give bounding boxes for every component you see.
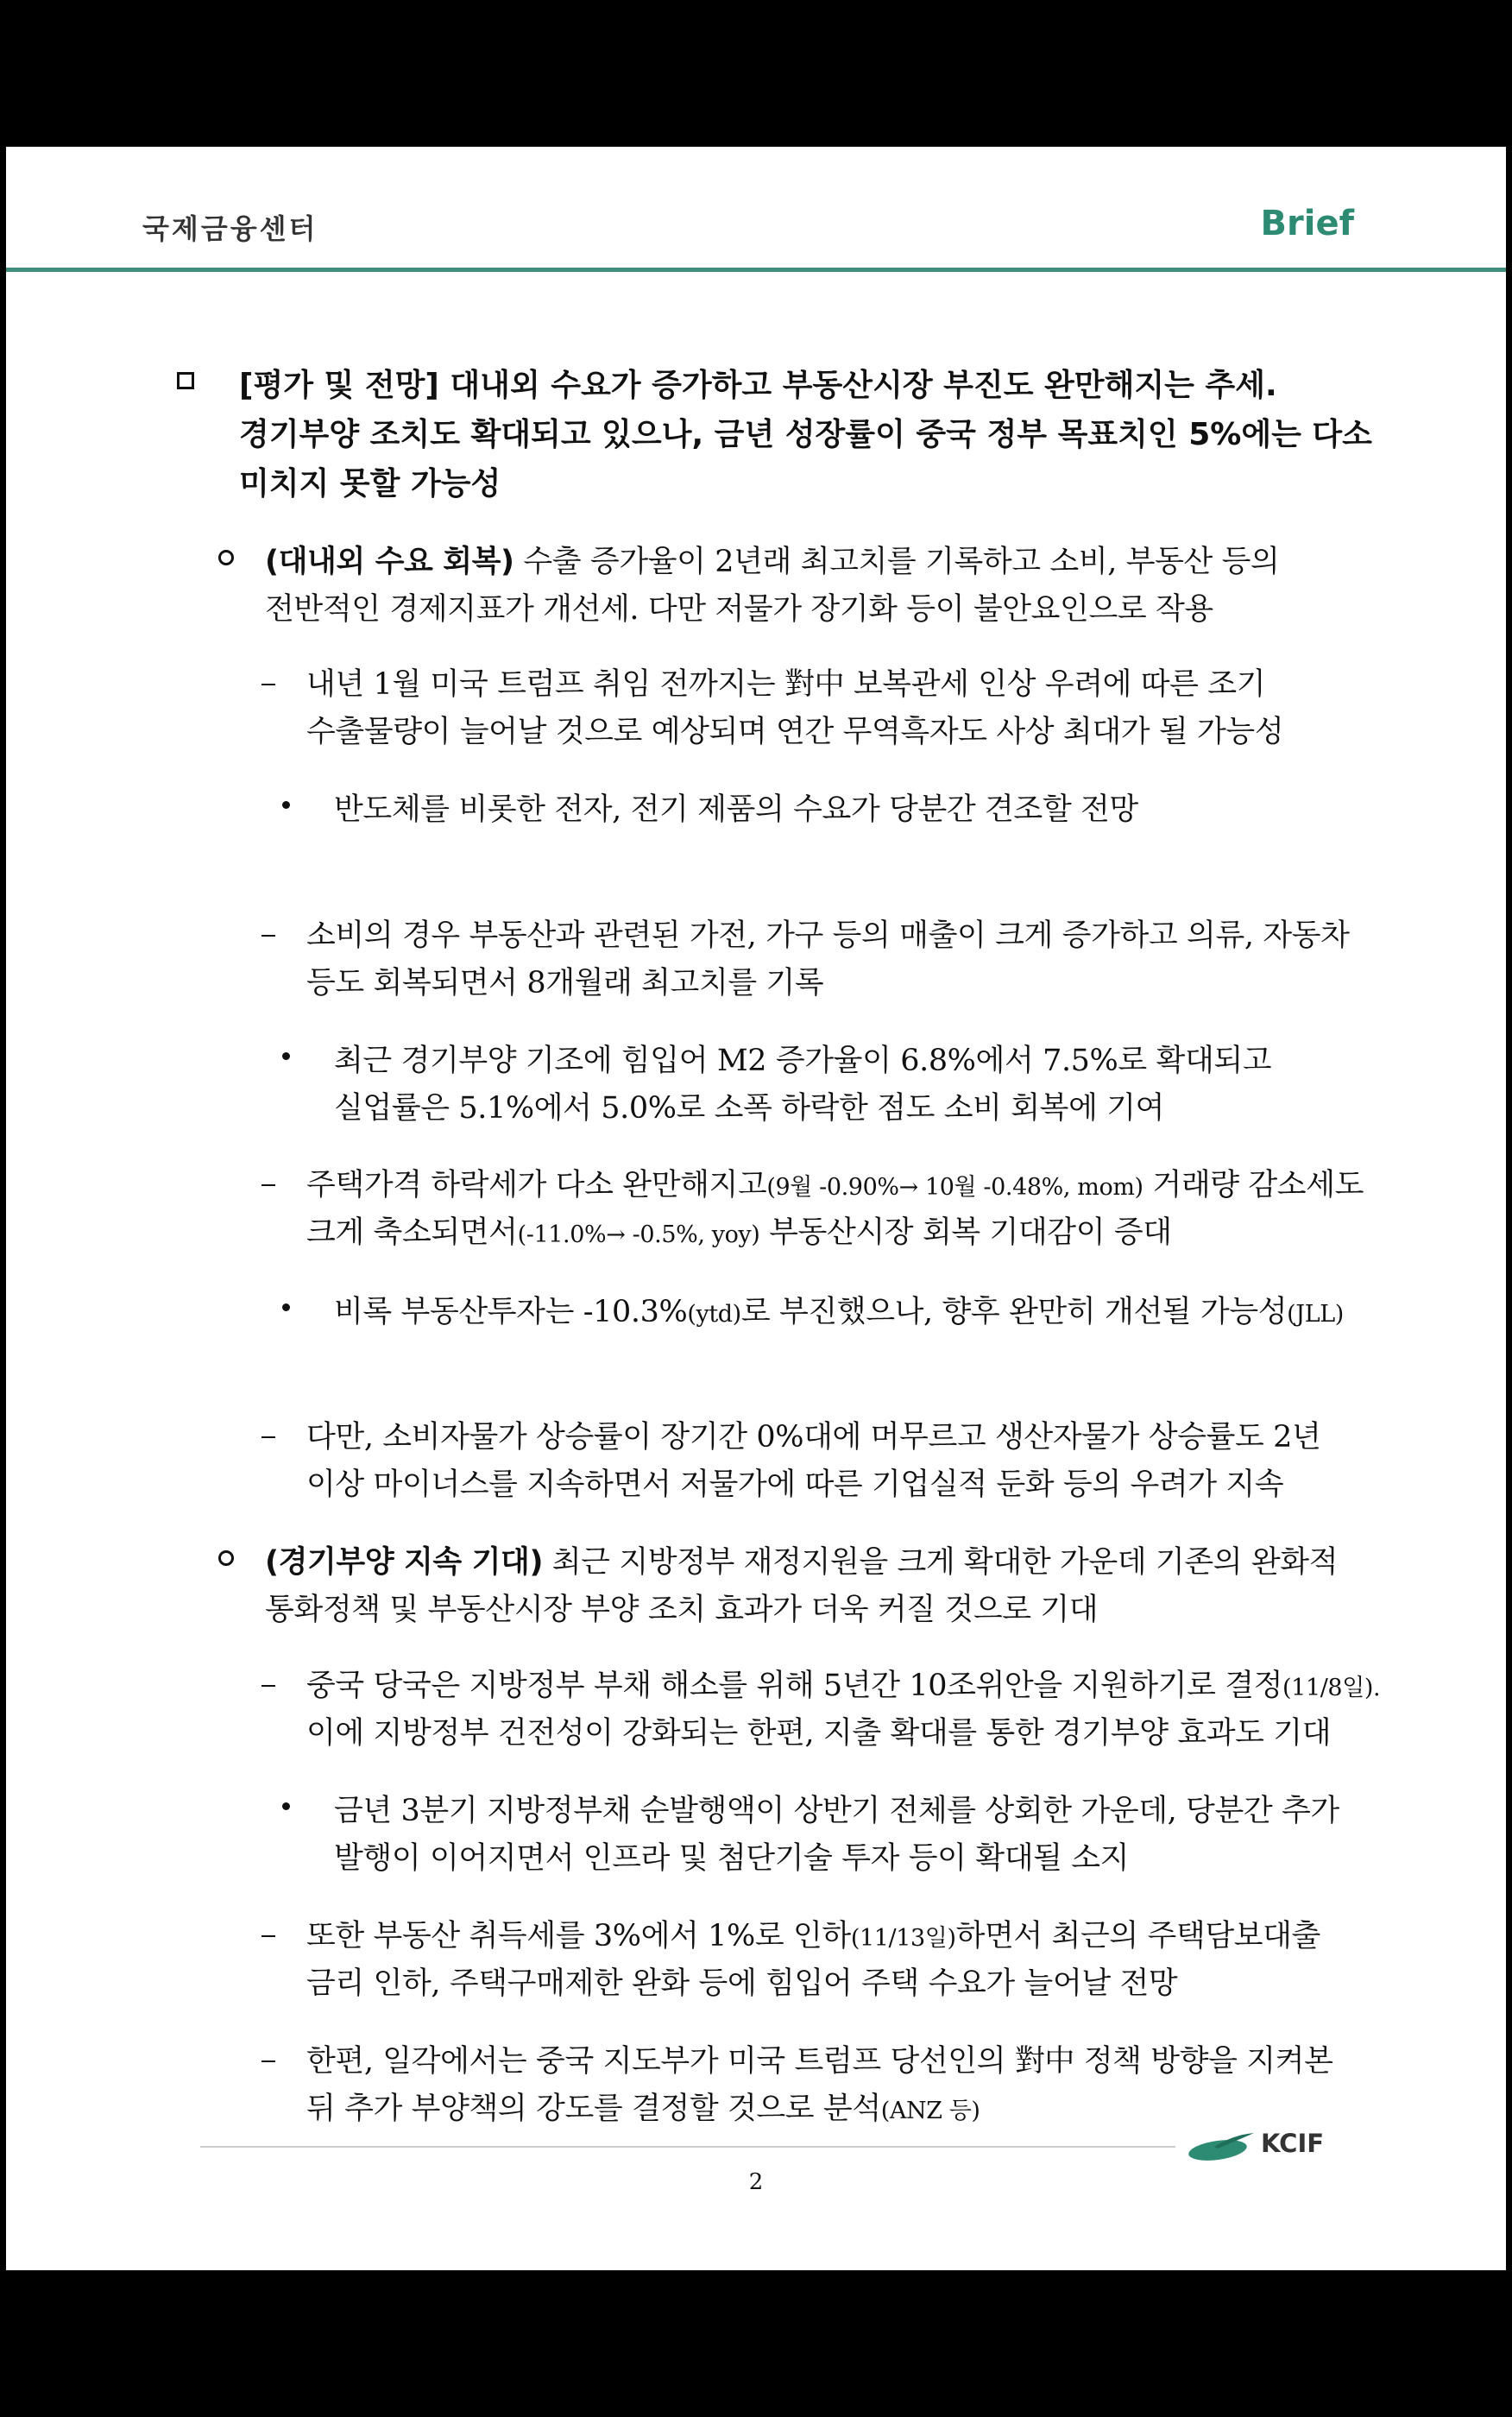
dash-bullet-icon: [261, 935, 275, 937]
document-page: [6, 147, 1506, 2270]
list-item: 금리 인하, 주택구매제한 완화 등에 힘입어 주택 수요가 늘어날 전망: [306, 1966, 1178, 2001]
list-item: 소비의 경우 부동산과 관련된 가전, 가구 등의 매출이 크게 증가하고 의류, 자동차: [306, 918, 1350, 953]
list-item: 또한 부동산 취득세를 3%에서 1%로 인하(11/13일)하면서 최근의 주택담보대출: [306, 1919, 1320, 1953]
summary-title-line: [평가 및 전망] 대내외 수요가 증가하고 부동산시장 부진도 완만해지는 추세.: [239, 368, 1277, 403]
footer-logo-text: KCIF: [1261, 2129, 1325, 2158]
circle-bullet-icon: [218, 1550, 234, 1566]
dash-bullet-icon: [261, 1935, 275, 1937]
section-1-intro: (대내외 수요 회복) 수출 증가율이 2년래 최고치를 기록하고 소비, 부동산 등의: [265, 545, 1280, 579]
list-item: 한편, 일각에서는 중국 지도부가 미국 트럼프 당선인의 對中 정책 방향을 지켜본: [306, 2044, 1333, 2079]
dash-bullet-icon: [261, 1436, 275, 1438]
sub-list-item: 실업률은 5.1%에서 5.0%로 소폭 하락한 점도 소비 회복에 기여: [334, 1091, 1165, 1126]
list-item: 뒤 추가 부양책의 강도를 결정할 것으로 분석(ANZ 등): [306, 2092, 980, 2126]
square-bullet-icon: [177, 372, 194, 389]
sub-list-item: 반도체를 비롯한 전자, 전기 제품의 수요가 당분간 견조할 전망: [334, 792, 1138, 827]
section-1-intro-line-2: 전반적인 경제지표가 개선세. 다만 저물가 장기화 등이 불안요인으로 작용: [265, 592, 1213, 627]
section-2-heading: (경기부양 지속 기대): [265, 1545, 544, 1580]
header-doc-type: Brief: [1260, 204, 1354, 243]
dot-bullet-icon: [282, 801, 290, 809]
summary-title-line: 경기부양 조치도 확대되고 있으나, 금년 성장률이 중국 정부 목표치인 5%에는 다소: [239, 417, 1372, 452]
sub-list-item: 최근 경기부양 기조에 힘입어 M2 증가율이 6.8%에서 7.5%로 확대되고: [334, 1044, 1272, 1078]
footer-rule: [200, 2146, 1175, 2148]
dash-bullet-icon: [261, 2060, 275, 2062]
sub-list-item: 발행이 이어지면서 인프라 및 첨단기술 투자 등이 확대될 소지: [334, 1841, 1130, 1876]
list-item: 이상 마이너스를 지속하면서 저물가에 따른 기업실적 둔화 등의 우려가 지속: [306, 1467, 1284, 1502]
sub-list-item: 금년 3분기 지방정부채 순발행액이 상반기 전체를 상회한 가운데, 당분간 추가: [334, 1794, 1339, 1828]
dot-bullet-icon: [282, 1802, 290, 1810]
list-item: 주택가격 하락세가 다소 완만해지고(9월 -0.90%→ 10월 -0.48%, mom) 거래량 감소세도: [306, 1168, 1364, 1202]
section-2-intro-line-2: 통화정책 및 부동산시장 부양 조치 효과가 더욱 커질 것으로 기대: [265, 1593, 1099, 1627]
dot-bullet-icon: [282, 1052, 290, 1060]
header-rule: [6, 268, 1506, 272]
dash-bullet-icon: [261, 1685, 275, 1687]
list-item: 크게 축소되면서(-11.0%→ -0.5%, yoy) 부동산시장 회복 기대감이 증대: [306, 1215, 1172, 1250]
dash-bullet-icon: [261, 684, 275, 685]
list-item: 중국 당국은 지방정부 부채 해소를 위해 5년간 10조위안을 지원하기로 결정(11/8일).: [306, 1669, 1381, 1703]
sub-list-item: 비록 부동산투자는 -10.3%(ytd)로 부진했으나, 향후 완만히 개선될 가능성(JLL): [334, 1295, 1344, 1329]
section-1-heading: (대내외 수요 회복): [265, 545, 514, 579]
header-org: 국제금융센터: [142, 212, 318, 245]
circle-bullet-icon: [218, 550, 234, 565]
section-2-intro: (경기부양 지속 기대) 최근 지방정부 재정지원을 크게 확대한 가운데 기존의 완화적: [265, 1545, 1339, 1580]
dot-bullet-icon: [282, 1303, 290, 1311]
list-item: 이에 지방정부 건전성이 강화되는 한편, 지출 확대를 통한 경기부양 효과도 기대: [306, 1716, 1332, 1751]
summary-title-line: 미치지 못할 가능성: [239, 466, 501, 502]
list-item: 내년 1월 미국 트럼프 취임 전까지는 對中 보복관세 인상 우려에 따른 조기: [306, 667, 1266, 702]
page-number: 2: [748, 2169, 764, 2195]
kcif-logo-icon: [1188, 2130, 1257, 2164]
list-item: 다만, 소비자물가 상승률이 장기간 0%대에 머무르고 생산자물가 상승률도 2년: [306, 1420, 1321, 1455]
dash-bullet-icon: [261, 1184, 275, 1186]
list-item: 수출물량이 늘어날 것으로 예상되며 연간 무역흑자도 사상 최대가 될 가능성: [306, 715, 1284, 749]
list-item: 등도 회복되면서 8개월래 최고치를 기록: [306, 966, 824, 1000]
